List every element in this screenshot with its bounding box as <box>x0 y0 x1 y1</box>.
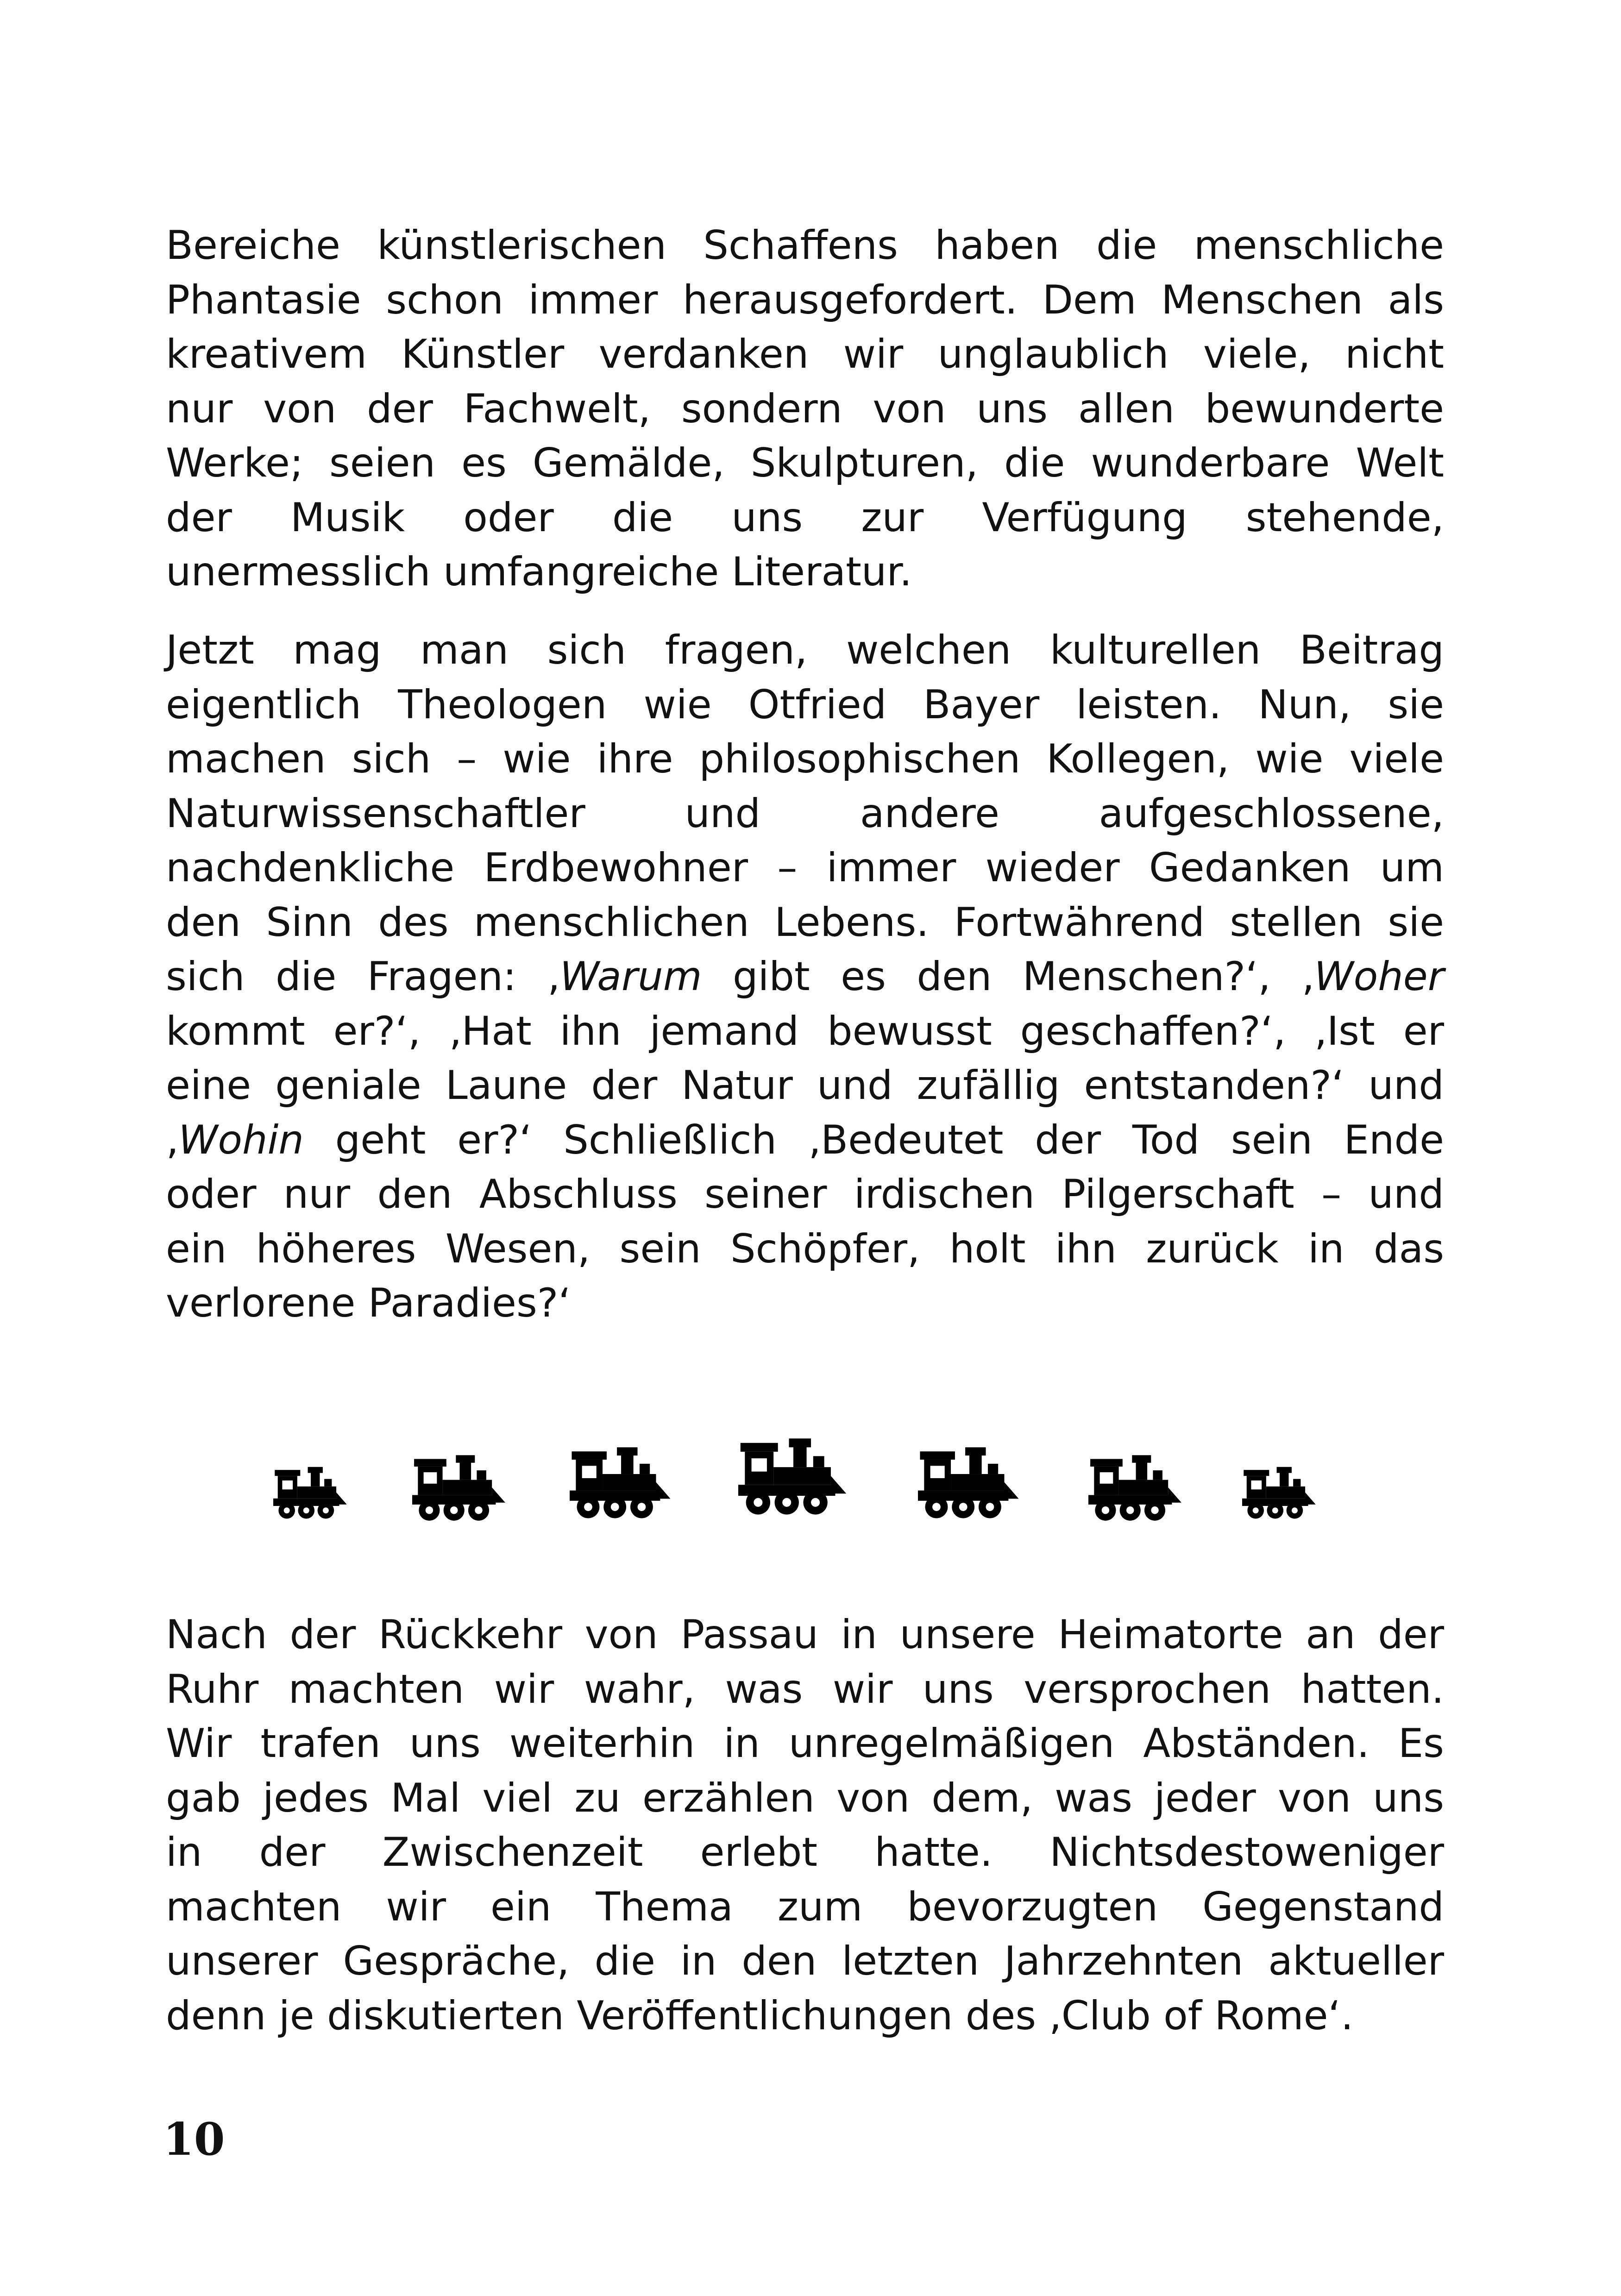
text-line: verlorene Paradies?‘ <box>166 1280 571 1326</box>
paragraph-2 <box>166 623 1444 1331</box>
text-line: Phantasie schon immer herausgefordert. Dem Menschen als <box>166 276 1444 323</box>
train-locomotive-icon <box>1088 1455 1181 1520</box>
text-line: machen sich – wie ihre philosophischen Kollegen, wie viele <box>166 736 1444 782</box>
text-line: nur von der Fachwelt, sondern von uns allen bewunderte <box>166 385 1444 432</box>
text-line: Nach der Rückkehr von Passau in unsere Heimatorte an der <box>166 1612 1444 1658</box>
text-line: nachdenkliche Erdbewohner – immer wieder Gedanken um <box>166 845 1444 891</box>
page-number: 10 <box>163 2113 225 2165</box>
text-line: in der Zwischenzeit erlebt hatte. Nichtsdestoweniger <box>166 1829 1444 1876</box>
train-locomotive-icon <box>412 1455 505 1520</box>
text-line: unermesslich umfangreiche Literatur. <box>166 549 912 595</box>
text-line: machten wir ein Thema zum bevorzugten Gegenstand <box>166 1883 1444 1930</box>
train-locomotive-icon <box>738 1438 846 1514</box>
text-line: Naturwissenschaftler und andere aufgeschlossene, <box>166 790 1444 837</box>
emphasis: Wohin <box>178 1117 304 1163</box>
locomotive-row <box>0 1403 1621 1542</box>
paragraph-1 <box>166 219 1444 600</box>
text-line: eine geniale Laune der Natur und zufällig entstanden?‘ und <box>166 1062 1444 1109</box>
text-line: ‚Wohin geht er?‘ Schließlich ‚Bedeutet der Tod sein Ende <box>166 1117 1444 1163</box>
text-line: Werke; seien es Gemälde, Skulpturen, die wunderbare Welt <box>166 440 1444 486</box>
text-line: kommt er?‘, ‚Hat ihn jemand bewusst geschaffen?‘, ‚Ist er <box>166 1008 1444 1054</box>
text-line: Wir trafen uns weiterhin in unregelmäßigen Abständen. Es <box>166 1720 1444 1767</box>
emphasis: Woher <box>1314 954 1444 1000</box>
text-line: eigentlich Theologen wie Otfried Bayer leisten. Nun, sie <box>166 681 1444 728</box>
train-locomotive-icon <box>570 1447 671 1518</box>
text-line: der Musik oder die uns zur Verfügung stehende, <box>166 494 1444 541</box>
text-line: unserer Gespräche, die in den letzten Jahrzehnten aktueller <box>166 1938 1444 1984</box>
text-line: denn je diskutierten Veröffentlichungen des ‚Club of Rome‘. <box>166 1992 1354 2039</box>
text-line: den Sinn des menschlichen Lebens. Fortwährend stellen sie <box>166 899 1444 946</box>
text-line: kreativem Künstler verdanken wir unglaublich viele, nicht <box>166 331 1444 377</box>
train-locomotive-icon <box>273 1467 347 1519</box>
text-line: ein höheres Wesen, sein Schöpfer, holt ihn zurück in das <box>166 1225 1444 1272</box>
text-line: gab jedes Mal viel zu erzählen von dem, was jeder von uns <box>166 1775 1444 1821</box>
text-line: oder nur den Abschluss seiner irdischen Pilgerschaft – und <box>166 1171 1444 1217</box>
train-locomotive-icon <box>918 1447 1019 1518</box>
text-line: Bereiche künstlerischen Schaffens haben die menschliche <box>166 222 1444 269</box>
text-line: Ruhr machten wir wahr, was wir uns versprochen hatten. <box>166 1666 1444 1713</box>
text-line: Jetzt mag man sich fragen, welchen kulturellen Beitrag <box>166 627 1444 673</box>
emphasis: Warum <box>559 954 702 1000</box>
paragraph-3 <box>166 1608 1444 2043</box>
locomotive-divider <box>0 1403 1621 1542</box>
train-locomotive-icon <box>1242 1467 1316 1519</box>
text-line: sich die Fragen: ‚Warum gibt es den Menschen?‘, ‚Woher <box>166 954 1444 1000</box>
